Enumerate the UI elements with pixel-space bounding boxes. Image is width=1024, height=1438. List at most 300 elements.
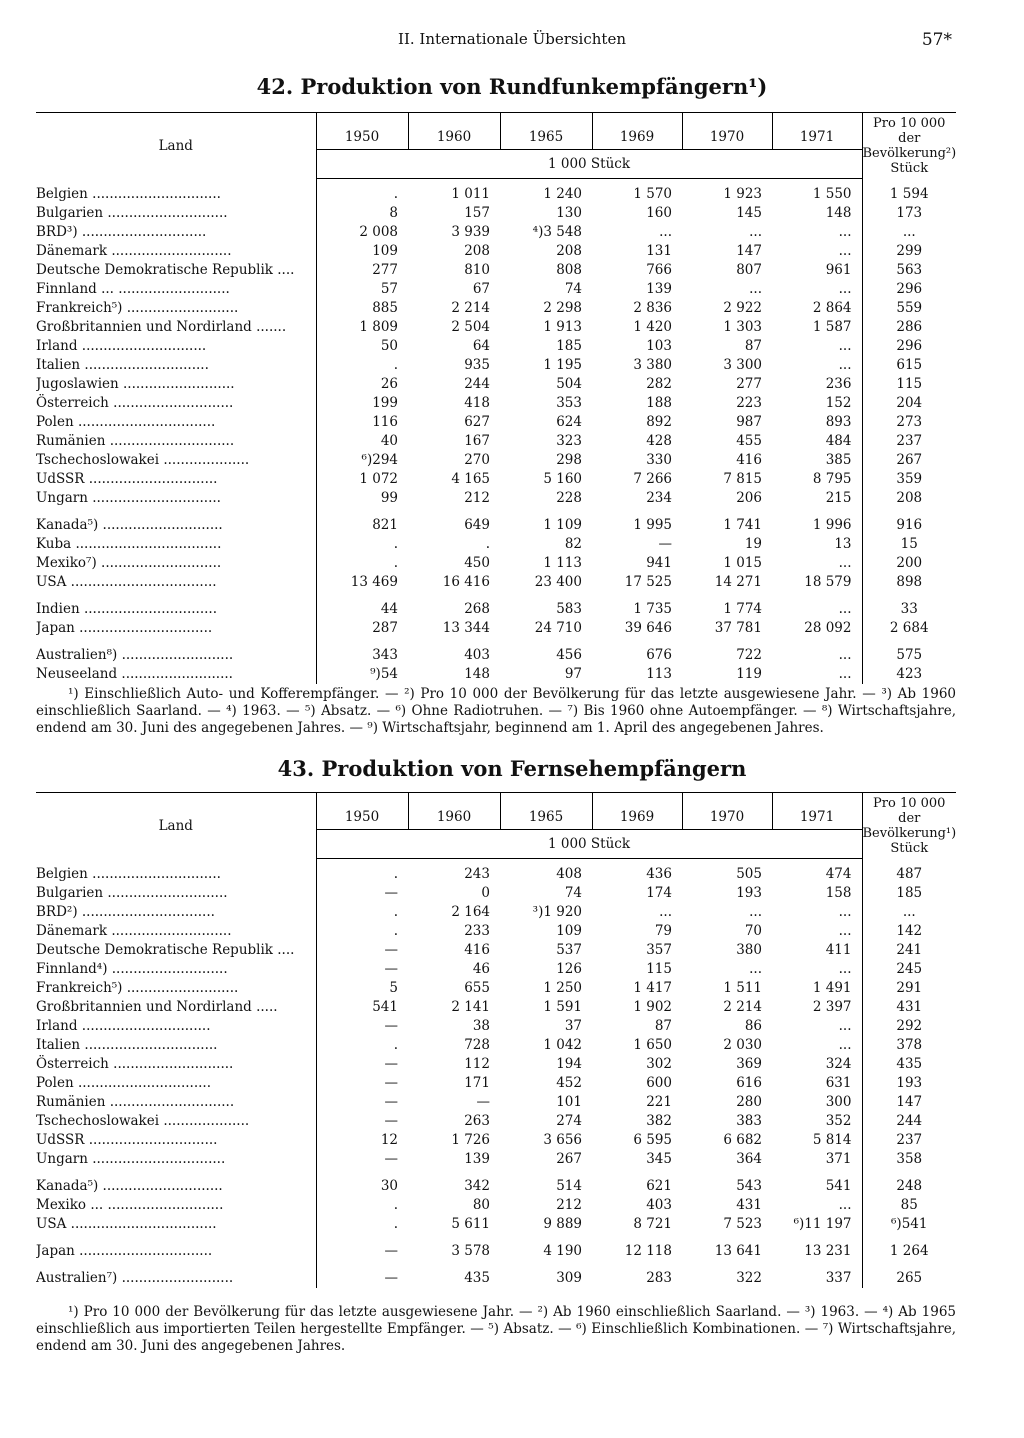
value-cell: . (316, 1196, 408, 1215)
per-capita-cell: 2 684 (862, 619, 956, 638)
table-row (36, 859, 956, 885)
value-cell: 12 (316, 1131, 408, 1150)
value-cell: . (485, 536, 490, 552)
value-cell: 74 (564, 885, 582, 901)
country-name: Bulgarien ............................ (36, 205, 228, 221)
value-cell: ⁶)11 197 (793, 1216, 852, 1232)
column-header-year: 1960 (408, 793, 500, 830)
value-cell: 514 (556, 1178, 582, 1194)
value-cell: — (316, 1261, 408, 1288)
country-name: Irland .............................. (36, 1018, 211, 1034)
column-header-year: 1971 (772, 793, 862, 830)
value-cell: — (316, 1093, 408, 1112)
table-row (36, 573, 956, 592)
per-capita-cell: 237 (862, 1131, 956, 1150)
table-row (36, 204, 956, 223)
value-cell: 148 (825, 205, 852, 221)
value-cell: 13 469 (316, 573, 408, 592)
value-cell: 452 (556, 1075, 582, 1091)
value-cell: 435 (464, 1270, 490, 1286)
value-cell: . (316, 356, 408, 375)
per-capita-cell: 359 (862, 470, 956, 489)
per-capita-cell: 378 (862, 1036, 956, 1055)
per-capita-cell: 898 (862, 573, 956, 592)
table-row (36, 432, 956, 451)
value-cell: 109 (556, 923, 582, 939)
value-cell: 722 (736, 647, 762, 663)
value-cell: 2 836 (633, 300, 672, 316)
column-header-year: 1950 (316, 113, 408, 150)
column-header-year: 1970 (682, 113, 772, 150)
per-capita-cell: 575 (862, 638, 956, 665)
value-cell: 369 (736, 1056, 762, 1072)
value-cell: 194 (556, 1056, 582, 1072)
value-cell: 382 (646, 1113, 672, 1129)
table-row (36, 1196, 956, 1215)
value-cell: 1 042 (543, 1037, 582, 1053)
value-cell: 221 (646, 1094, 672, 1110)
value-cell: 157 (464, 205, 490, 221)
value-cell: 268 (464, 601, 490, 617)
value-cell: 1 195 (543, 357, 582, 373)
value-cell: 892 (646, 414, 672, 430)
value-cell: 1 072 (316, 470, 408, 489)
per-capita-cell: 115 (862, 375, 956, 394)
per-capita-cell: 15 (862, 535, 956, 554)
value-cell: 1 735 (633, 601, 672, 617)
value-cell: ... (749, 281, 762, 297)
country-name: Dänemark ............................ (36, 923, 232, 939)
table-row (36, 535, 956, 554)
value-cell: 676 (646, 647, 672, 663)
value-cell: — (316, 1055, 408, 1074)
value-cell: 403 (464, 647, 490, 663)
value-cell: 234 (646, 490, 672, 506)
country-name: Kuba .................................. (36, 536, 222, 552)
value-cell: 2 214 (723, 999, 762, 1015)
column-header-year: 1969 (592, 793, 682, 830)
value-cell: 583 (556, 601, 582, 617)
table-row (36, 903, 956, 922)
value-cell: 1 726 (451, 1132, 490, 1148)
value-cell: ... (659, 904, 672, 920)
table-row (36, 1036, 956, 1055)
table-row (36, 179, 956, 205)
value-cell: 1 511 (723, 980, 762, 996)
value-cell: 148 (464, 666, 490, 682)
value-cell: 130 (556, 205, 582, 221)
value-cell: 185 (556, 338, 582, 354)
per-capita-cell: 200 (862, 554, 956, 573)
value-cell: 885 (316, 299, 408, 318)
per-capita-cell: 204 (862, 394, 956, 413)
country-name: Australien⁷) .......................... (36, 1270, 234, 1286)
value-cell: 70 (744, 923, 762, 939)
value-cell: 1 902 (633, 999, 672, 1015)
value-cell: 543 (736, 1178, 762, 1194)
value-cell: 353 (556, 395, 582, 411)
per-capita-cell: ... (862, 223, 956, 242)
value-cell: 167 (464, 433, 490, 449)
per-capita-cell: 563 (862, 261, 956, 280)
table-row (36, 665, 956, 684)
value-cell: 5 814 (812, 1132, 852, 1148)
value-cell: 416 (464, 942, 490, 958)
country-name: Ungarn .............................. (36, 490, 221, 506)
table-row (36, 223, 956, 242)
per-capita-cell: 435 (862, 1055, 956, 1074)
value-cell: 1 741 (723, 517, 762, 533)
value-cell: 206 (736, 490, 762, 506)
per-capita-cell: 299 (862, 242, 956, 261)
value-cell: 223 (736, 395, 762, 411)
country-name: Tschechoslowakei .................... (36, 452, 250, 468)
value-cell: 18 579 (804, 574, 852, 590)
value-cell: 2 922 (723, 300, 762, 316)
value-cell: 504 (556, 376, 582, 392)
value-cell: 484 (825, 433, 852, 449)
value-cell: 1 113 (543, 555, 582, 571)
value-cell: 74 (564, 281, 582, 297)
per-capita-cell: 33 (862, 592, 956, 619)
value-cell: 131 (646, 243, 672, 259)
value-cell: ... (838, 1037, 852, 1053)
value-cell: 9 889 (543, 1216, 582, 1232)
table-row (36, 922, 956, 941)
value-cell: 431 (736, 1197, 762, 1213)
value-cell: 3 300 (723, 357, 762, 373)
table-row (36, 1150, 956, 1169)
country-name: Australien⁸) .......................... (36, 647, 234, 663)
per-capita-cell: 147 (862, 1093, 956, 1112)
value-cell: ... (838, 555, 852, 571)
value-cell: 385 (825, 452, 852, 468)
value-cell: 2 214 (451, 300, 490, 316)
country-name: UdSSR .............................. (36, 1132, 218, 1148)
value-cell: 1 011 (451, 186, 490, 202)
value-cell: 807 (736, 262, 762, 278)
value-cell: 8 (316, 204, 408, 223)
country-name: Belgien .............................. (36, 185, 221, 202)
value-cell: 416 (736, 452, 762, 468)
value-cell: 624 (556, 414, 582, 430)
value-cell: 174 (646, 885, 672, 901)
country-name: Japan ............................... (36, 1243, 213, 1259)
table-row (36, 638, 956, 665)
value-cell: 145 (736, 205, 762, 221)
per-capita-cell: 1 264 (862, 1234, 956, 1261)
value-cell: 13 344 (442, 620, 490, 636)
value-cell: — (316, 884, 408, 903)
value-cell: 342 (464, 1178, 490, 1194)
value-cell: 616 (736, 1075, 762, 1091)
value-cell: 5 611 (451, 1216, 490, 1232)
value-cell: 24 710 (534, 620, 582, 636)
running-title: II. Internationale Übersichten (398, 30, 626, 48)
value-cell: 14 271 (714, 574, 762, 590)
value-cell: 1 250 (543, 980, 582, 996)
value-cell: 277 (316, 261, 408, 280)
per-capita-cell: 244 (862, 1112, 956, 1131)
table-row (36, 1169, 956, 1196)
table-row (36, 1055, 956, 1074)
value-cell: ... (838, 647, 852, 663)
table-row (36, 884, 956, 903)
value-cell: 961 (825, 262, 852, 278)
value-cell: 383 (736, 1113, 762, 1129)
value-cell: 1 995 (633, 517, 672, 533)
value-cell: 188 (646, 395, 672, 411)
value-cell: 364 (736, 1151, 762, 1167)
country-name: Kanada⁵) ............................ (36, 1178, 223, 1194)
value-cell: 537 (556, 942, 582, 958)
table-row (36, 280, 956, 299)
table-row (36, 554, 956, 573)
country-name: Neuseeland .......................... (36, 666, 233, 682)
value-cell: 2 864 (812, 300, 852, 316)
value-cell: 1 996 (812, 517, 852, 533)
value-cell: 621 (646, 1178, 672, 1194)
per-capita-cell: 273 (862, 413, 956, 432)
value-cell: — (316, 960, 408, 979)
value-cell: 12 118 (624, 1243, 672, 1259)
value-cell: 6 682 (723, 1132, 762, 1148)
value-cell: 199 (316, 394, 408, 413)
value-cell: 160 (646, 205, 672, 221)
value-cell: 408 (556, 866, 582, 882)
value-cell: ... (838, 961, 852, 977)
value-cell: 16 416 (442, 574, 490, 590)
value-cell: 215 (825, 490, 852, 506)
table-row (36, 489, 956, 508)
value-cell: 112 (464, 1056, 490, 1072)
country-name: BRD³) ............................. (36, 224, 207, 240)
value-cell: 766 (646, 262, 672, 278)
value-cell: 99 (316, 489, 408, 508)
value-cell: 64 (472, 338, 490, 354)
value-cell: 50 (316, 337, 408, 356)
per-capita-cell: 142 (862, 922, 956, 941)
page-number: 57* (921, 30, 952, 50)
value-cell: 428 (646, 433, 672, 449)
value-cell: 277 (736, 376, 762, 392)
table-row (36, 1261, 956, 1288)
value-cell: 37 781 (714, 620, 762, 636)
country-name: Ungarn ............................... (36, 1151, 226, 1167)
value-cell: 0 (481, 885, 490, 901)
column-header-year: 1965 (500, 113, 592, 150)
country-name: Deutsche Demokratische Republik .... (36, 262, 295, 278)
value-cell: 208 (464, 243, 490, 259)
value-cell: ... (838, 1018, 852, 1034)
per-capita-cell: 245 (862, 960, 956, 979)
value-cell: 82 (564, 536, 582, 552)
value-cell: 935 (464, 357, 490, 373)
value-cell: 30 (316, 1169, 408, 1196)
value-cell: 19 (744, 536, 762, 552)
value-cell: 13 231 (804, 1243, 852, 1259)
country-name: Indien ............................... (36, 601, 217, 617)
per-capita-cell: 559 (862, 299, 956, 318)
value-cell: . (316, 1036, 408, 1055)
value-cell: 23 400 (534, 574, 582, 590)
value-cell: 13 641 (714, 1243, 762, 1259)
value-cell: 8 721 (633, 1216, 672, 1232)
per-capita-cell: 85 (862, 1196, 956, 1215)
value-cell: ... (838, 357, 852, 373)
value-cell: 1 303 (723, 319, 762, 335)
value-cell: 821 (316, 508, 408, 535)
value-cell: 1 420 (633, 319, 672, 335)
country-name: Rumänien ............................. (36, 433, 235, 449)
value-cell: 418 (464, 395, 490, 411)
value-cell: 474 (825, 866, 852, 882)
per-capita-cell: 431 (862, 998, 956, 1017)
per-capita-cell: 423 (862, 665, 956, 684)
country-name: Polen ............................... (36, 1075, 211, 1091)
value-cell: 44 (316, 592, 408, 619)
value-cell: 244 (464, 376, 490, 392)
table-row (36, 1131, 956, 1150)
value-cell: 282 (646, 376, 672, 392)
per-capita-cell: 916 (862, 508, 956, 535)
value-cell: ³)1 920 (532, 904, 582, 920)
value-cell: 1 591 (543, 999, 582, 1015)
table-row (36, 1215, 956, 1234)
page-header (0, 30, 1024, 54)
value-cell: 541 (825, 1178, 852, 1194)
country-name: UdSSR .............................. (36, 471, 218, 487)
value-cell: 298 (556, 452, 582, 468)
table-row (36, 619, 956, 638)
table-row (36, 508, 956, 535)
value-cell: — (316, 1017, 408, 1036)
column-header-year: 1965 (500, 793, 592, 830)
table-row (36, 1093, 956, 1112)
value-cell: . (316, 903, 408, 922)
value-cell: 2 008 (316, 223, 408, 242)
value-cell: ... (749, 961, 762, 977)
value-cell: 1 809 (316, 318, 408, 337)
per-capita-cell: 296 (862, 337, 956, 356)
per-capita-cell: 248 (862, 1169, 956, 1196)
value-cell: 2 164 (451, 904, 490, 920)
value-cell: 13 (834, 536, 852, 552)
per-capita-cell: 615 (862, 356, 956, 375)
value-cell: — (316, 1234, 408, 1261)
value-cell: 236 (825, 376, 852, 392)
value-cell: ... (838, 666, 852, 682)
country-name: Mexiko⁷) ............................ (36, 555, 222, 571)
value-cell: 1 109 (543, 517, 582, 533)
table-43-footnote: ¹) Pro 10 000 der Bevölkerung für das letzte ausgewiesene Jahr. — ²) Ab 1960 einschließlich Saarland. — ³) 1963. — ⁴) Ab 1965 einschließlich aus importierten Teilen hergestellte Empfänger. — ⁵) Absatz. — ⁶) Einschließlich Kombinationen. — ⁷) Wirtschaftsjahre, endend am 30. Juni des angegebenen Jahres. (36, 1304, 956, 1354)
value-cell: 1 491 (812, 980, 852, 996)
value-cell: 3 380 (633, 357, 672, 373)
value-cell: 86 (744, 1018, 762, 1034)
value-cell: 7 266 (633, 471, 672, 487)
value-cell: — (476, 1094, 490, 1110)
value-cell: 267 (556, 1151, 582, 1167)
value-cell: 79 (654, 923, 672, 939)
value-cell: 3 939 (451, 224, 490, 240)
table-row (36, 979, 956, 998)
per-capita-cell: 208 (862, 489, 956, 508)
column-header-land: Land (36, 113, 316, 179)
value-cell: 302 (646, 1056, 672, 1072)
per-capita-cell: 193 (862, 1074, 956, 1093)
value-cell: ... (659, 224, 672, 240)
value-cell: 2 141 (451, 999, 490, 1015)
value-cell: 600 (646, 1075, 672, 1091)
value-cell: 97 (564, 666, 582, 682)
value-cell: 7 815 (723, 471, 762, 487)
country-name: Frankreich⁵) .......................... (36, 300, 239, 316)
per-capita-cell: 173 (862, 204, 956, 223)
country-name: Rumänien ............................. (36, 1094, 235, 1110)
value-cell: 17 525 (624, 574, 672, 590)
value-cell: 87 (744, 338, 762, 354)
value-cell: 2 298 (543, 300, 582, 316)
value-cell: 322 (736, 1270, 762, 1286)
value-cell: 109 (316, 242, 408, 261)
value-cell: 152 (825, 395, 852, 411)
value-cell: 80 (472, 1197, 490, 1213)
table-row (36, 394, 956, 413)
value-cell: 941 (646, 555, 672, 571)
table-row (36, 941, 956, 960)
table-43-title: 43. Produktion von Fernsehempfängern (277, 756, 747, 781)
value-cell: 323 (556, 433, 582, 449)
value-cell: 1 015 (723, 555, 762, 571)
country-name: Frankreich⁵) .......................... (36, 980, 239, 996)
country-name: Österreich ............................ (36, 1056, 234, 1072)
table-row (36, 1112, 956, 1131)
table-row (36, 413, 956, 432)
country-name: Jugoslawien .......................... (36, 376, 235, 392)
per-capita-cell: 286 (862, 318, 956, 337)
country-name: Finnland ... .......................... (36, 281, 230, 297)
country-name: Österreich ............................ (36, 395, 234, 411)
value-cell: — (316, 1150, 408, 1169)
value-cell: 5 (316, 979, 408, 998)
value-cell: 4 190 (543, 1243, 582, 1259)
value-cell: ... (749, 904, 762, 920)
value-cell: 343 (316, 638, 408, 665)
value-cell: 119 (736, 666, 762, 682)
value-cell: 728 (464, 1037, 490, 1053)
value-cell: 352 (825, 1113, 852, 1129)
value-cell: 6 595 (633, 1132, 672, 1148)
table-row (36, 470, 956, 489)
value-cell: 808 (556, 262, 582, 278)
value-cell: 113 (646, 666, 672, 682)
value-cell: 987 (736, 414, 762, 430)
country-name: Italien ............................... (36, 1037, 218, 1053)
value-cell: 5 160 (543, 471, 582, 487)
value-cell: 1 774 (723, 601, 762, 617)
value-cell: ... (838, 601, 852, 617)
table-row (36, 337, 956, 356)
value-cell: . (316, 554, 408, 573)
value-cell: 1 570 (633, 186, 672, 202)
value-cell: 243 (464, 866, 490, 882)
value-cell: 411 (825, 942, 852, 958)
value-cell: ... (749, 224, 762, 240)
country-name: Polen ................................ (36, 414, 216, 430)
value-cell: 115 (646, 961, 672, 977)
value-cell: 450 (464, 555, 490, 571)
country-name: Kanada⁵) ............................ (36, 517, 223, 533)
